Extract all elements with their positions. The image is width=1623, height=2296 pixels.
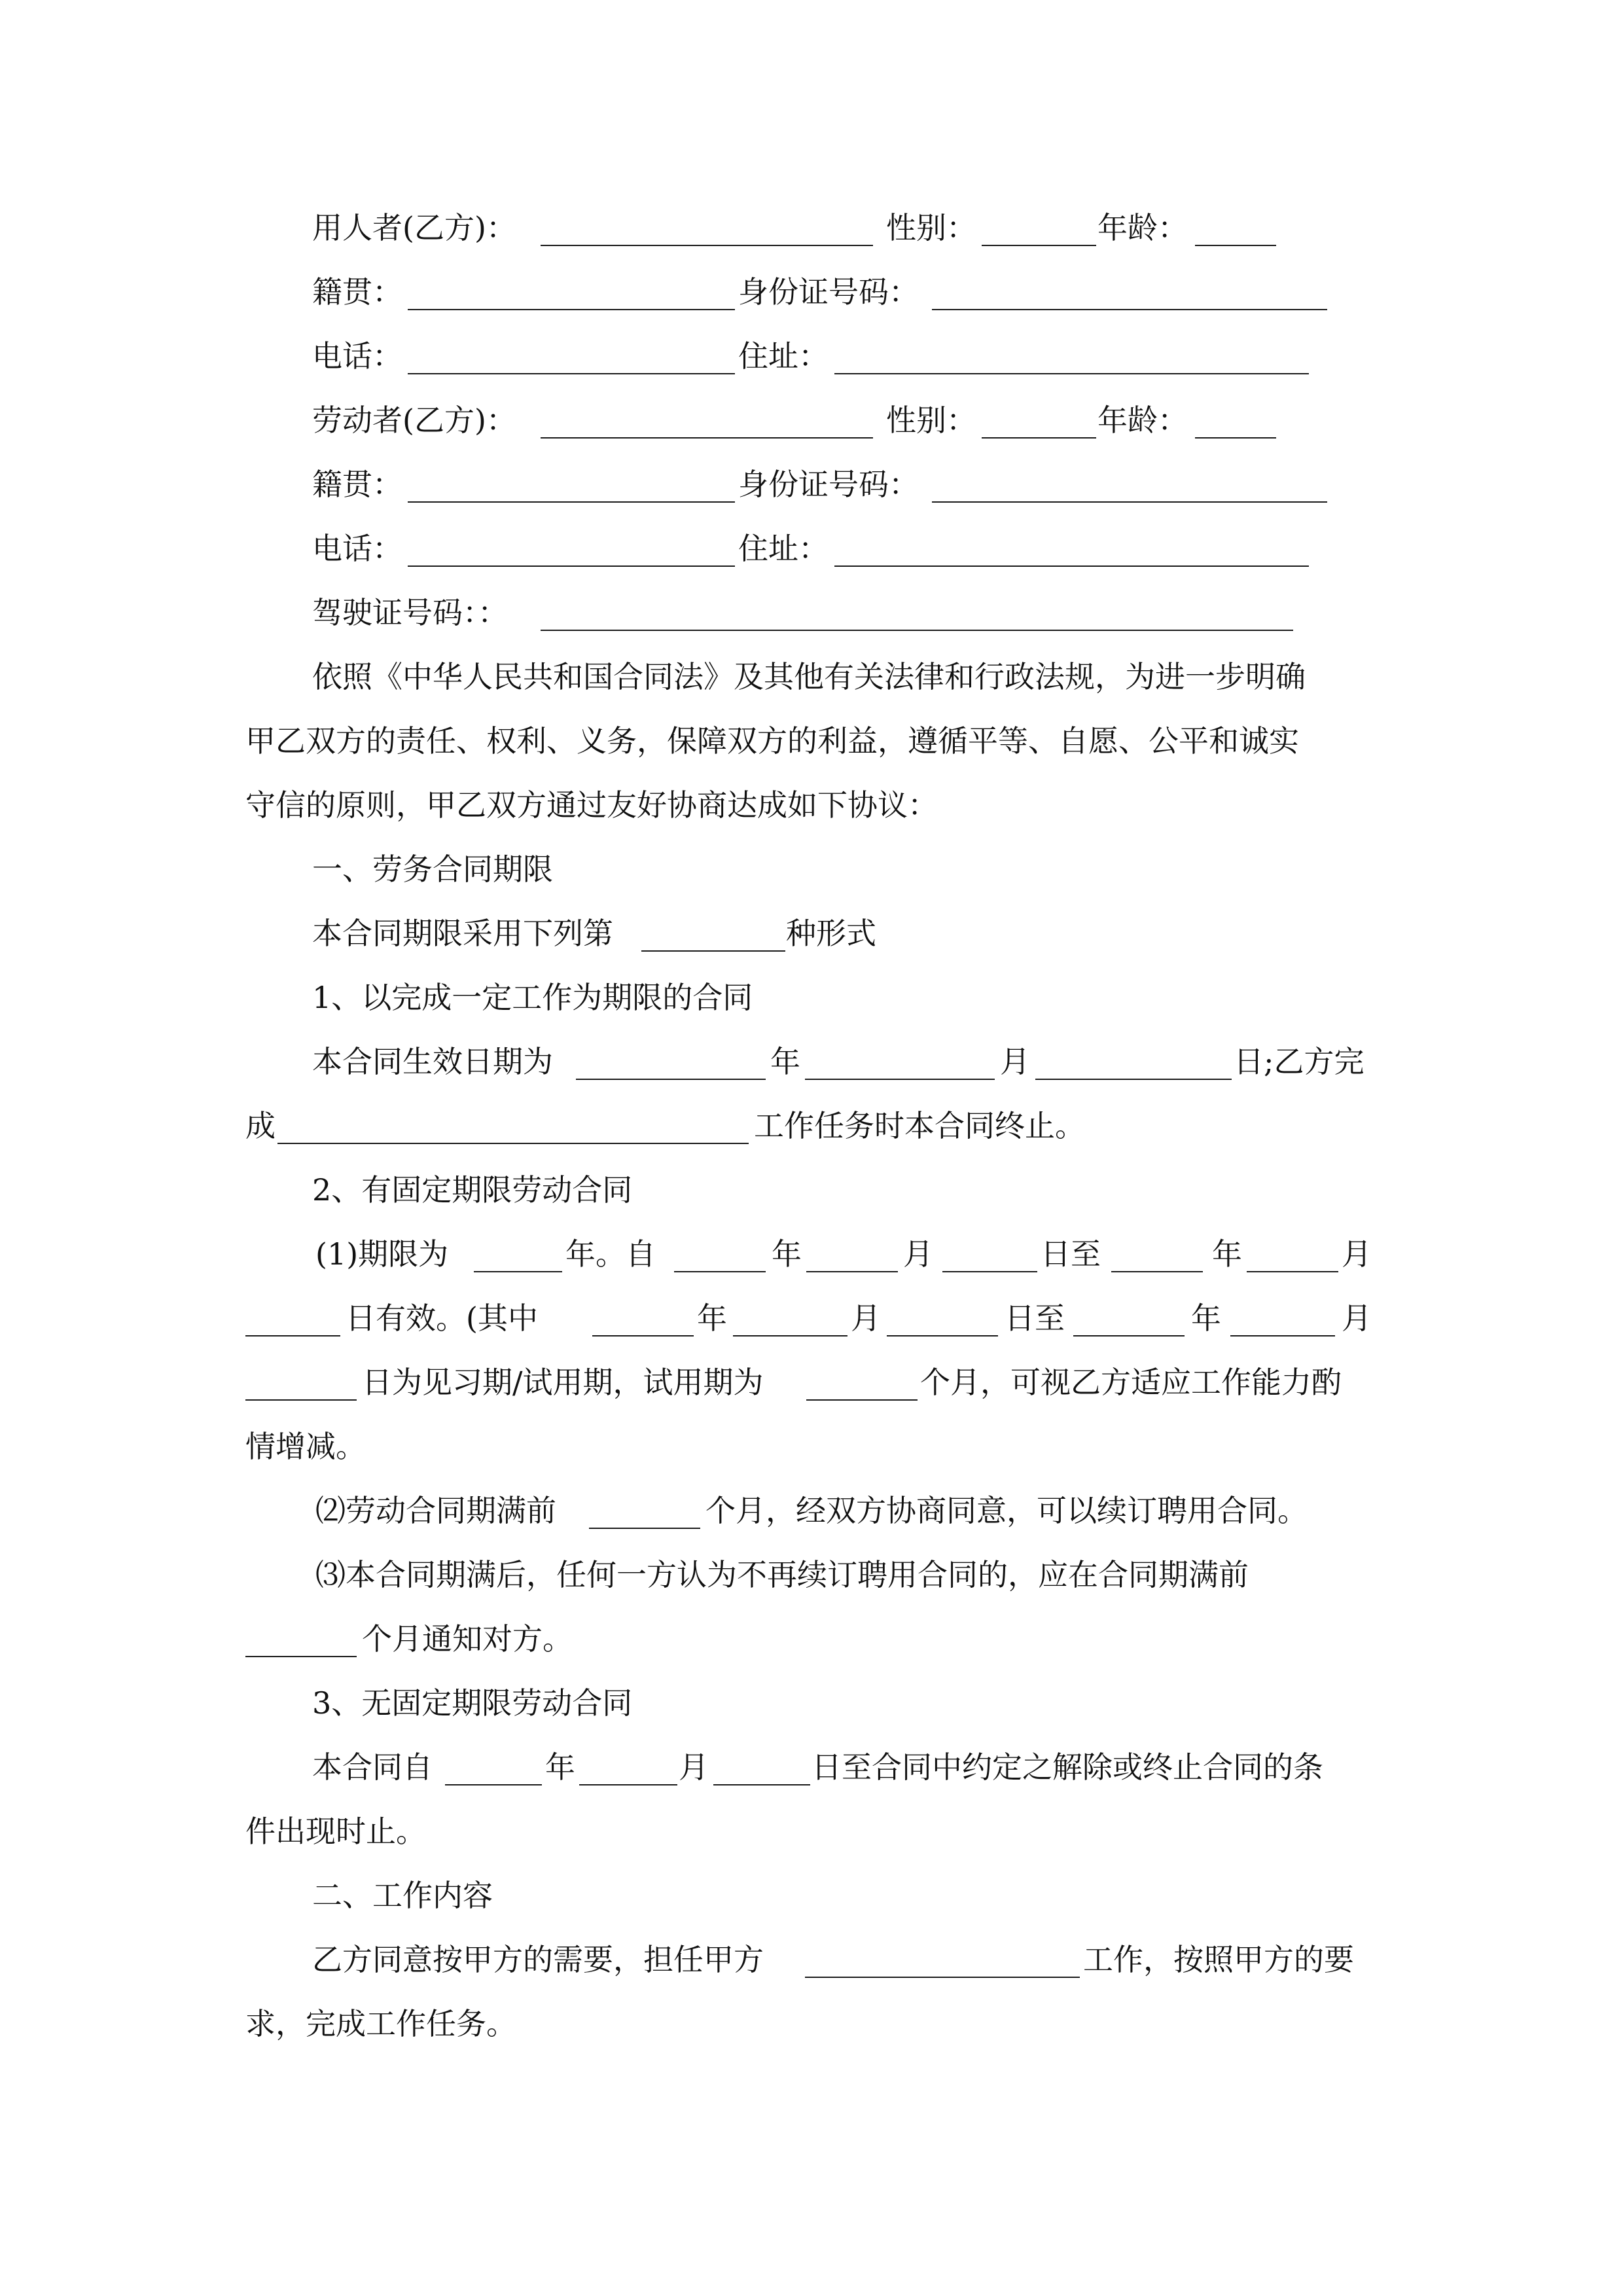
- probation-end-day-blank[interactable]: [245, 1399, 357, 1401]
- item3-heading: 3、无固定期限劳动合同: [312, 1685, 633, 1721]
- employer-phone-blank[interactable]: [408, 373, 735, 374]
- item1-heading: 1、以完成一定工作为期限的合同: [312, 980, 753, 1015]
- item3-day-blank[interactable]: [713, 1784, 810, 1785]
- employer-row: [0, 196, 1623, 259]
- worker-gender-blank[interactable]: [982, 437, 1096, 439]
- worker-id-blank[interactable]: [932, 501, 1327, 503]
- item1-effect-row: 本合同生效日期为 年 月 日;乙方完: [312, 1044, 1364, 1079]
- item3-month-blank[interactable]: [579, 1784, 677, 1785]
- employer-gender-blank[interactable]: [982, 245, 1096, 246]
- item1-effect-month-blank[interactable]: [805, 1079, 995, 1080]
- employer-origin-row: [0, 260, 1623, 323]
- worker-name-blank[interactable]: [541, 437, 873, 439]
- probation-start-day-blank[interactable]: [887, 1335, 998, 1336]
- employer-phone-label: 电话：: [312, 338, 402, 374]
- employer-address-blank[interactable]: [834, 373, 1309, 374]
- worker-contact-row: [0, 517, 1623, 580]
- employer-age-blank[interactable]: [1195, 245, 1276, 246]
- worker-gender-label: 性别：: [886, 403, 976, 438]
- worker-origin-row: [0, 453, 1623, 516]
- renew-row: ⑵劳动合同期满前 个月，经双方协商同意，可以续订聘用合同。: [315, 1493, 1308, 1528]
- worker-native-place-blank[interactable]: [408, 501, 735, 503]
- worker-age-label: 年龄：: [1097, 403, 1188, 438]
- license-label: 驾驶证号码：：: [312, 595, 508, 630]
- term-start-year-blank[interactable]: [674, 1271, 766, 1272]
- notice-end-row: 个月通知对方。: [0, 1607, 1623, 1670]
- item3-end: 件出现时止。: [245, 1814, 426, 1849]
- worker-age-blank[interactable]: [1195, 437, 1276, 439]
- item2-probation-row: 日为见习期/试用期，试用期为 个月，可视乙方适应工作能力酌: [0, 1351, 1623, 1414]
- section2-line-2: 求，完成工作任务。: [245, 2006, 516, 2041]
- item1-task-blank[interactable]: [277, 1143, 749, 1144]
- probation-months-blank[interactable]: [806, 1399, 918, 1401]
- item2-probation-end: 情增减。: [245, 1429, 366, 1464]
- item2-valid-row: 日有效。(其中 年 月 日至 年 月: [0, 1287, 1623, 1350]
- section2-line-1: 乙方同意按甲方的需要，担任甲方 工作，按照甲方的要: [312, 1942, 1354, 1977]
- employer-native-place-label: 籍贯：: [312, 274, 402, 310]
- worker-row: [0, 389, 1623, 452]
- term-end-month-blank[interactable]: [1247, 1271, 1338, 1272]
- worker-phone-blank[interactable]: [408, 565, 735, 567]
- item1-complete-row: 成 工作任务时本合同终止。: [245, 1108, 1085, 1143]
- item3-year-blank[interactable]: [445, 1784, 542, 1785]
- term-start-month-blank[interactable]: [806, 1271, 898, 1272]
- term-end-year-blank[interactable]: [1111, 1271, 1203, 1272]
- employer-address-label: 住址：: [738, 338, 829, 374]
- item3-row: 本合同自 年 月 日至合同中约定之解除或终止合同的条: [312, 1749, 1323, 1785]
- preamble-line-3: 守信的原则，甲乙双方通过友好协商达成如下协议：: [245, 787, 938, 823]
- preamble-line-2: 甲乙双方的责任、权利、义务，保障双方的利益，遵循平等、自愿、公平和诚实: [245, 723, 1299, 759]
- worker-label: 劳动者(乙方)：: [312, 403, 516, 438]
- employer-name-blank[interactable]: [541, 245, 873, 246]
- item1-effect-day-blank[interactable]: [1035, 1079, 1232, 1080]
- section1-heading: 一、劳务合同期限: [312, 852, 553, 887]
- item2-term-row: (1)期限为 年。自 年 月 日至 年 月: [315, 1236, 1372, 1272]
- term-form-row: 本合同期限采用下列第 种形式: [312, 916, 876, 951]
- employer-native-place-blank[interactable]: [408, 309, 735, 310]
- worker-native-place-label: 籍贯：: [312, 467, 402, 502]
- term-end-day-blank[interactable]: [245, 1335, 340, 1336]
- employer-id-blank[interactable]: [932, 309, 1327, 310]
- probation-start-month-blank[interactable]: [733, 1335, 847, 1336]
- term-form-blank[interactable]: [641, 950, 785, 952]
- item2-heading: 2、有固定期限劳动合同: [312, 1172, 633, 1208]
- term-start-day-blank[interactable]: [942, 1271, 1037, 1272]
- license-row: [0, 581, 1623, 644]
- term-years-blank[interactable]: [474, 1271, 562, 1272]
- worker-address-label: 住址：: [738, 531, 829, 566]
- employer-label: 用人者(乙方)：: [312, 210, 516, 245]
- job-title-blank[interactable]: [805, 1977, 1080, 1978]
- probation-start-year-blank[interactable]: [592, 1335, 694, 1336]
- employer-gender-label: 性别：: [886, 210, 976, 245]
- worker-phone-label: 电话：: [312, 531, 402, 566]
- preamble-line-1: 依照《中华人民共和国合同法》及其他有关法律和行政法规，为进一步明确: [312, 659, 1306, 694]
- renew-months-blank[interactable]: [589, 1528, 700, 1529]
- employer-age-label: 年龄：: [1097, 210, 1188, 245]
- notice-months-blank[interactable]: [245, 1656, 357, 1657]
- section2-heading: 二、工作内容: [312, 1878, 493, 1913]
- worker-address-blank[interactable]: [834, 565, 1309, 567]
- worker-id-label: 身份证号码：: [738, 467, 919, 502]
- item1-effect-year-blank[interactable]: [576, 1079, 766, 1080]
- employer-id-label: 身份证号码：: [738, 274, 919, 310]
- notice-row: ⑶本合同期满后，任何一方认为不再续订聘用合同的，应在合同期满前: [315, 1557, 1249, 1592]
- probation-end-year-blank[interactable]: [1073, 1335, 1185, 1336]
- license-blank[interactable]: [541, 630, 1293, 631]
- employer-contact-row: [0, 325, 1623, 387]
- probation-end-month-blank[interactable]: [1230, 1335, 1335, 1336]
